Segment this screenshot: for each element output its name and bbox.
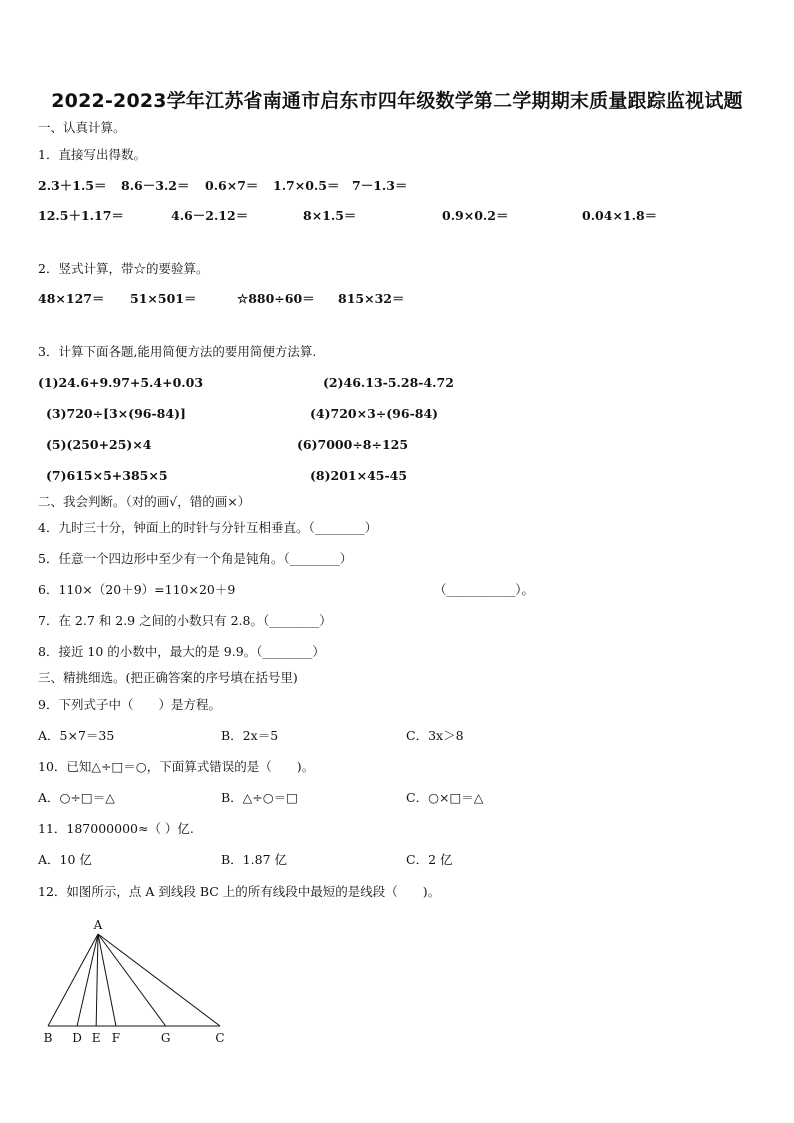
segment-af bbox=[98, 934, 116, 1026]
q7-text: 7．在 2.7 和 2.9 之间的小数只有 2.8。（________） bbox=[38, 613, 332, 628]
point-label-c: C bbox=[215, 1031, 225, 1045]
triangle-figure bbox=[30, 912, 240, 1052]
q10-option-b: B．△÷○＝□ bbox=[221, 790, 298, 805]
point-label-e: E bbox=[91, 1031, 101, 1045]
q1-item: 0.04×1.8＝ bbox=[582, 208, 658, 223]
point-label-b: B bbox=[43, 1031, 53, 1045]
q3-item: (6)7000÷8÷125 bbox=[297, 437, 409, 452]
q4-text: 4．九时三十分，钟面上的时针与分针互相垂直。（________） bbox=[38, 520, 378, 535]
q2-item: 51×501＝ bbox=[130, 291, 197, 306]
q2-item: 815×32＝ bbox=[338, 291, 405, 306]
q1-row-2 bbox=[0, 207, 794, 225]
section-3-heading: 三、精挑细选。(把正确答案的序号填在括号里) bbox=[38, 670, 298, 685]
q10-text: 10．已知△÷□＝○，下面算式错误的是（ )。 bbox=[38, 759, 315, 774]
point-label-g: G bbox=[160, 1031, 171, 1045]
segment-ae bbox=[96, 934, 98, 1026]
q11-options bbox=[0, 851, 794, 869]
q1-item: 8×1.5＝ bbox=[303, 208, 357, 223]
q10-option-a: A．○÷□＝△ bbox=[38, 790, 115, 805]
section-2-heading: 二、我会判断。（对的画√，错的画×） bbox=[38, 494, 251, 509]
q1-text: 1．直接写出得数。 bbox=[38, 147, 146, 162]
q10-options bbox=[0, 789, 794, 807]
segment-ab bbox=[48, 934, 98, 1026]
segment-ag bbox=[98, 934, 166, 1026]
q1-item: 12.5＋1.17＝ bbox=[38, 208, 124, 223]
q9-option-b: B．2x＝5 bbox=[221, 728, 279, 743]
q11-option-b: B．1.87 亿 bbox=[221, 852, 287, 867]
q10-option-c: C．○×□＝△ bbox=[406, 790, 484, 805]
q12-text: 12．如图所示，点 A 到线段 BC 上的所有线段中最短的是线段（ )。 bbox=[38, 884, 441, 899]
q1-item: 0.9×0.2＝ bbox=[442, 208, 509, 223]
q9-option-c: C．3x＞8 bbox=[406, 728, 464, 743]
q3-item: (5)(250+25)×4 bbox=[46, 437, 152, 452]
q9-options bbox=[0, 727, 794, 745]
segment-ad bbox=[77, 934, 98, 1026]
q1-item: 4.6－2.12＝ bbox=[171, 208, 249, 223]
q11-text: 11．187000000≈（ ）亿. bbox=[38, 821, 194, 836]
q6-text: 6．110×（20＋9）=110×20＋9 bbox=[38, 582, 236, 597]
q1-item: 7－1.3＝ bbox=[352, 178, 408, 193]
q1-item: 0.6×7＝ bbox=[205, 178, 259, 193]
q2-item: 48×127＝ bbox=[38, 291, 105, 306]
q2-text: 2．竖式计算，带☆的要验算。 bbox=[38, 261, 209, 276]
q9-text: 9．下列式子中（ ）是方程。 bbox=[38, 697, 221, 712]
q1-row-1 bbox=[0, 177, 794, 195]
q3-item: (2)46.13-5.28-4.72 bbox=[323, 375, 454, 390]
point-label-d: D bbox=[72, 1031, 82, 1045]
q3-item: (1)24.6+9.97+5.4+0.03 bbox=[38, 375, 204, 390]
point-label-f: F bbox=[111, 1031, 121, 1045]
q3-item: (4)720×3÷(96-84) bbox=[310, 406, 439, 421]
segment-ac bbox=[98, 934, 220, 1026]
q11-option-a: A．10 亿 bbox=[38, 852, 92, 867]
q11-option-c: C．2 亿 bbox=[406, 852, 453, 867]
q5-text: 5．任意一个四边形中至少有一个角是钝角。（________） bbox=[38, 551, 353, 566]
q3-text: 3．计算下面各题,能用简便方法的要用简便方法算. bbox=[38, 344, 317, 359]
q2-row bbox=[0, 290, 794, 308]
q3-item: (8)201×45-45 bbox=[310, 468, 408, 483]
q2-item: ☆880÷60＝ bbox=[237, 291, 315, 306]
q3-item: (7)615×5+385×5 bbox=[46, 468, 168, 483]
q1-item: 8.6－3.2＝ bbox=[121, 178, 190, 193]
section-1-heading: 一、认真计算。 bbox=[38, 120, 126, 135]
q3-item: (3)720÷[3×(96-84)] bbox=[46, 406, 186, 421]
q9-option-a: A．5×7＝35 bbox=[38, 728, 115, 743]
q1-item: 1.7×0.5＝ bbox=[273, 178, 340, 193]
q8-text: 8．接近 10 的小数中，最大的是 9.9。（________） bbox=[38, 644, 325, 659]
page-title: 2022-2023学年江苏省南通市启东市四年级数学第二学期期末质量跟踪监视试题 bbox=[51, 90, 743, 112]
point-label-a: A bbox=[93, 918, 103, 932]
q6-answer-blank: （___________）。 bbox=[434, 582, 535, 597]
q1-item: 2.3＋1.5＝ bbox=[38, 178, 107, 193]
